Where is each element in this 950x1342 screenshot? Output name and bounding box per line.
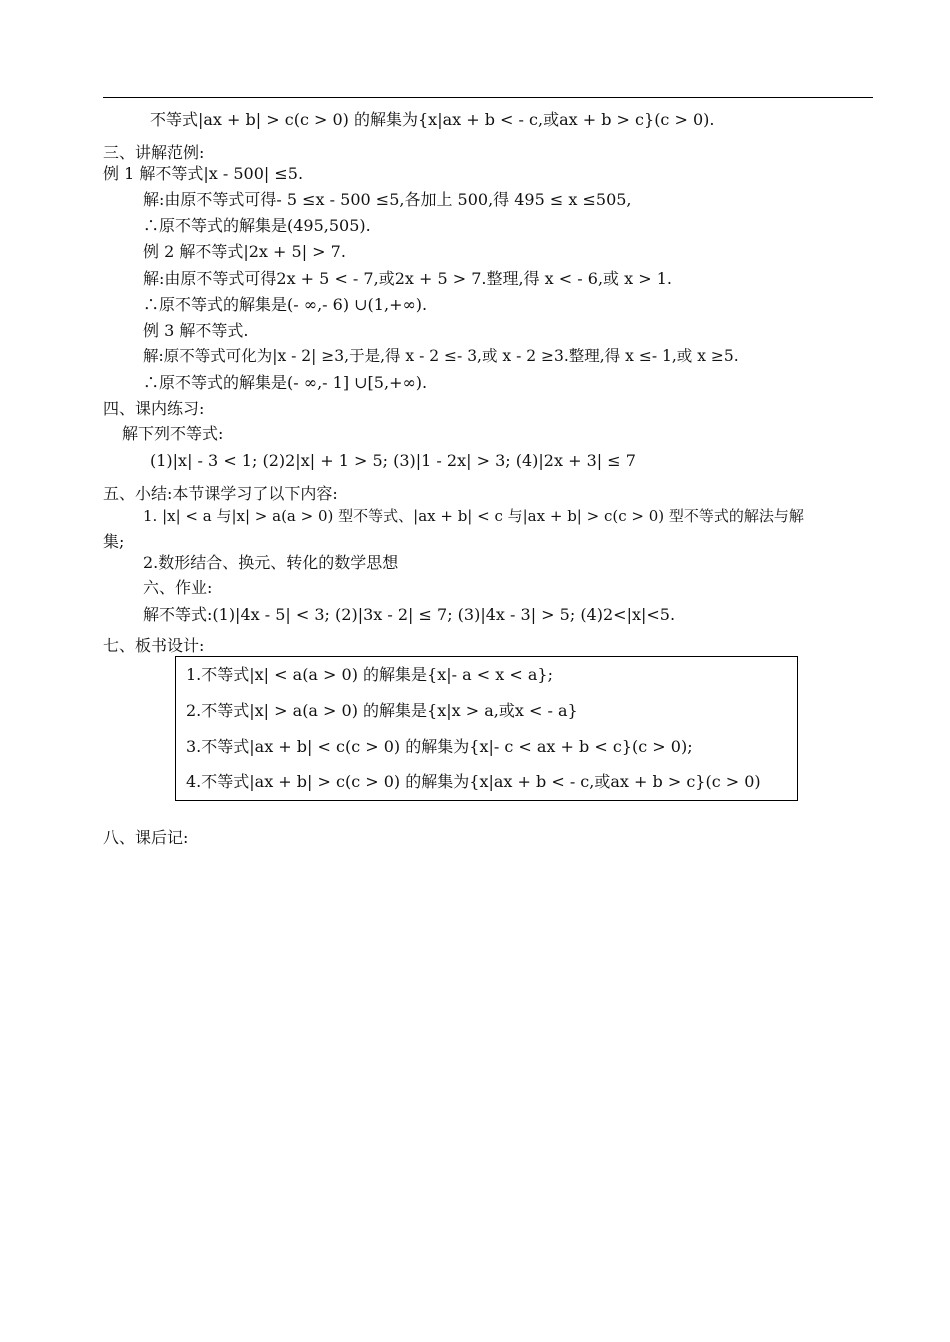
section-heading: 五、小结:本节课学习了以下内容: <box>103 484 338 503</box>
text-line: 解:由原不等式可得2x + 5 < - 7,或2x + 5 > 7.整理,得 x < - 6,或 x > 1. <box>143 269 672 288</box>
section-heading: 八、课后记: <box>103 828 189 847</box>
text-line: 解:由原不等式可得- 5 ≤x - 500 ≤5,各加上 500,得 495 ≤ x ≤505, <box>143 190 632 209</box>
text-line: 集; <box>103 532 125 551</box>
text-line: ∴原不等式的解集是(- ∞,- 6) ∪(1,+∞). <box>143 295 428 314</box>
header-rule <box>103 97 873 98</box>
board-line: 1.不等式|x| < a(a > 0) 的解集是{x|- a < x < a}; <box>186 665 553 684</box>
section-heading: 六、作业: <box>143 578 213 597</box>
board-line: 2.不等式|x| > a(a > 0) 的解集是{x|x > a,或x < - a} <box>186 701 578 720</box>
section-heading: 三、讲解范例: <box>103 143 205 162</box>
section-heading: 七、板书设计: <box>103 636 205 655</box>
example-title: 例 1 解不等式|x - 500| ≤5. <box>103 164 304 183</box>
section-heading: 四、课内练习: <box>103 399 205 418</box>
board-line: 3.不等式|ax + b| < c(c > 0) 的解集为{x|- c < ax + b < c}(c > 0); <box>186 737 693 756</box>
text-line: 解下列不等式: <box>122 424 224 443</box>
text-line: 不等式|ax + b| > c(c > 0) 的解集为{x|ax + b < - c,或ax + b > c}(c > 0). <box>150 110 715 129</box>
text-line: 2.数形结合、换元、转化的数学思想 <box>143 553 399 572</box>
text-line: 1. |x| < a 与|x| > a(a > 0) 型不等式、|ax + b| < c 与|ax + b| > c(c > 0) 型不等式的解法与解 <box>143 507 804 525</box>
text-line: ∴原不等式的解集是(- ∞,- 1] ∪[5,+∞). <box>143 373 428 392</box>
example-title: 例 3 解不等式. <box>143 321 249 340</box>
homework-list: 解不等式:(1)|4x - 5| < 3; (2)|3x - 2| ≤ 7; (3)|4x - 3| > 5; (4)2<|x|<5. <box>143 605 676 624</box>
text-line: 解:原不等式可化为|x - 2| ≥3,于是,得 x - 2 ≤- 3,或 x - 2 ≥3.整理,得 x ≤- 1,或 x ≥5. <box>143 347 739 365</box>
exercise-list: (1)|x| - 3 < 1; (2)2|x| + 1 > 5; (3)|1 - 2x| > 3; (4)|2x + 3| ≤ 7 <box>150 451 636 470</box>
text-line: ∴原不等式的解集是(495,505). <box>143 216 371 235</box>
board-design-box <box>175 656 798 801</box>
board-line: 4.不等式|ax + b| > c(c > 0) 的解集为{x|ax + b < - c,或ax + b > c}(c > 0) <box>186 772 761 791</box>
example-title: 例 2 解不等式|2x + 5| > 7. <box>143 242 346 261</box>
